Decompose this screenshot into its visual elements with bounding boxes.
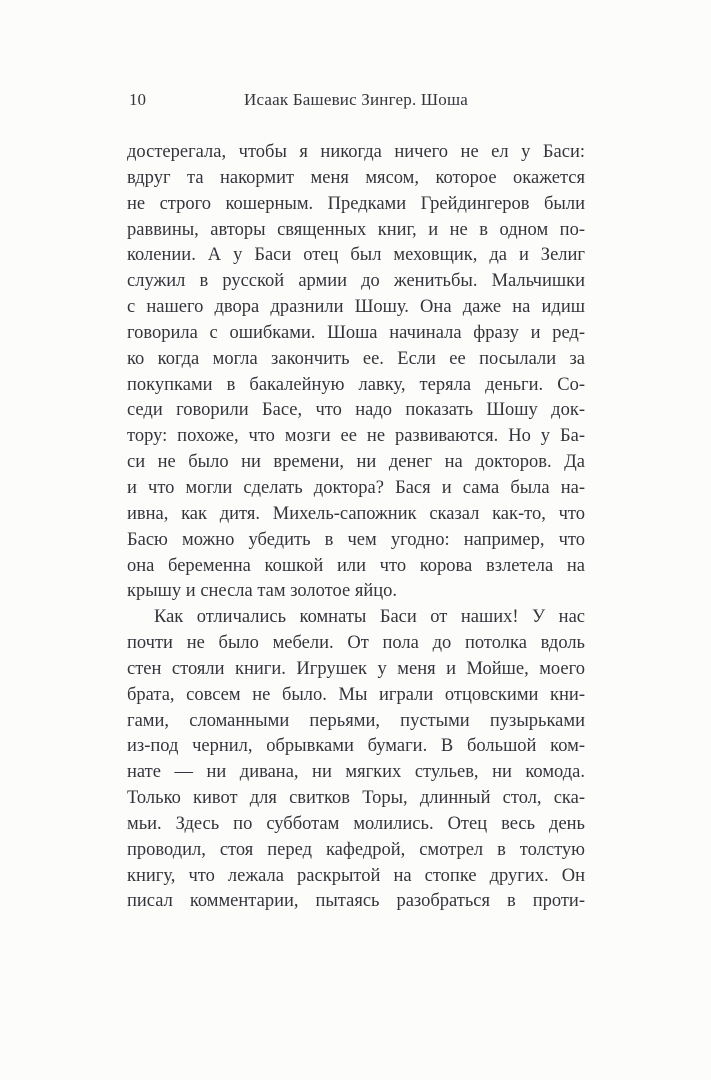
text-line: ивна, как дитя. Михель-сапожник сказал как-то, что — [127, 503, 585, 524]
text-line: книгу, что лежала раскрытой на стопке других. Он — [127, 865, 585, 886]
running-title: Исаак Башевис Зингер. Шоша — [244, 90, 468, 109]
text-line: крышу и снесла там золотое яйцо. — [127, 581, 398, 602]
text-line: из-под чернил, обрывками бумаги. В большой ком- — [127, 736, 585, 757]
text-line: брата, совсем не было. Мы играли отцовскими кни- — [127, 684, 585, 705]
text-line: тору: похоже, что мозги ее не развиваются. Но у Ба- — [127, 426, 585, 447]
text-line: почти не было мебели. От пола до потолка вдоль — [127, 633, 585, 654]
text-line: седи говорили Басе, что надо показать Шошу док- — [127, 400, 585, 421]
text-line: Как отличались комнаты Баси от наших! У нас — [154, 607, 585, 628]
text-line: раввины, авторы священных книг, и не в одном по- — [127, 219, 585, 240]
text-line: нате — ни дивана, ни мягких стульев, ни комода. — [127, 762, 585, 783]
text-line: проводил, стоя перед кафедрой, смотрел в толстую — [127, 839, 585, 860]
text-line: говорила с ошибками. Шоша начинала фразу и ред- — [127, 322, 585, 343]
text-line: колении. А у Баси отец был меховщик, да и Зелиг — [127, 245, 585, 266]
text-line: покупками в бакалейную лавку, теряла деньги. Со- — [127, 374, 585, 395]
text-line: стен стояли книги. Игрушек у меня и Мойше, моего — [127, 658, 585, 679]
text-line: гами, сломанными перьями, пустыми пузырьками — [127, 710, 585, 731]
text-line: писал комментарии, пытаясь разобраться в проти- — [127, 891, 585, 912]
paragraph — [127, 605, 585, 915]
text-line: служил в русской армии до женитьбы. Мальчишки — [127, 271, 585, 292]
page-header — [127, 89, 585, 111]
text-line: она беременна кошкой или что корова взлетела на — [127, 555, 585, 576]
text-line: вдруг та накормит меня мясом, которое окажется — [127, 167, 585, 188]
text-line: Только кивот для свитков Торы, длинный стол, ска- — [127, 788, 585, 809]
text-line: с нашего двора дразнили Шошу. Она даже на идиш — [127, 297, 585, 318]
text-line: ко когда могла закончить ее. Если ее посылали за — [127, 348, 585, 369]
text-line: достерегала, чтобы я никогда ничего не ел у Баси: — [127, 142, 585, 162]
text-line: си не было ни времени, ни денег на докторов. Да — [127, 452, 585, 473]
page-body — [127, 140, 585, 915]
text-line: Басю можно убедить в чем угодно: например, что — [127, 529, 585, 550]
text-line: не строго кошерным. Предками Грейдингеров были — [127, 193, 585, 214]
text-line: мьи. Здесь по субботам молились. Отец весь день — [127, 813, 585, 834]
page-number: 10 — [129, 90, 146, 109]
text-line: и что могли сделать доктора? Бася и сама была на- — [127, 477, 585, 498]
paragraph — [127, 140, 585, 605]
